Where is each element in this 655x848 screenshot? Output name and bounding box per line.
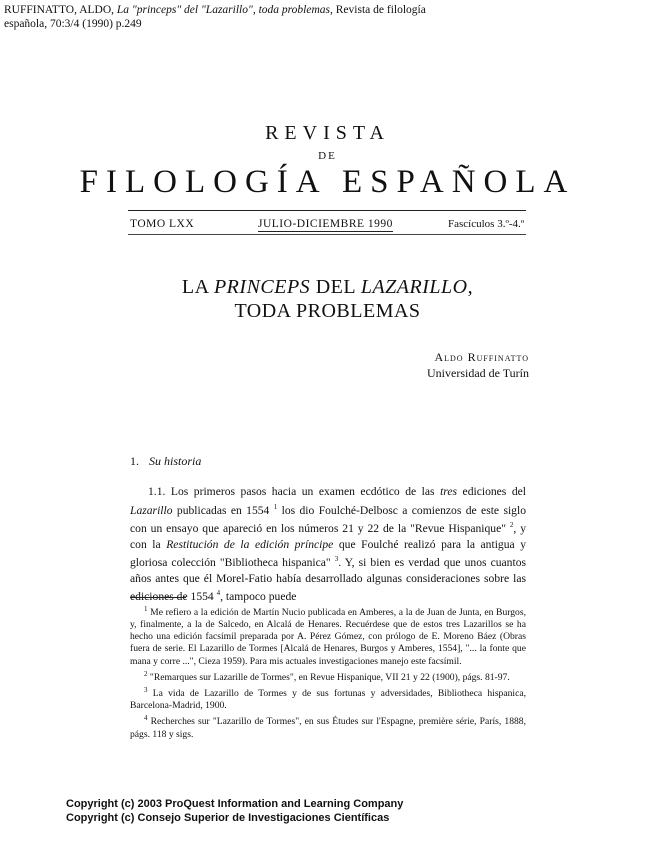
masthead-issue: Fascículos 3.º-4.º [448,218,525,230]
footnote-number: 2 [144,669,148,678]
footnote-ref: 3 [334,555,339,564]
citation-source: , Revista de filología [330,4,426,16]
title-part: DEL [310,276,361,298]
section-title: Su historia [149,454,202,468]
body-text: , tampoco puede [220,590,297,603]
footnote-number: 3 [144,685,148,694]
footnote-text: Recherches sur "Lazarillo de Tormes", en sus Études sur l'Espagne, première série, París, 1888, págs. 118 y sigs. [130,716,526,740]
author-name-text: Aldo Ruffinatto [434,350,529,364]
title-part: , [467,276,474,298]
masthead-rule-bottom [128,234,526,235]
citation-title: La "princeps" del "Lazarillo", toda problemas [116,4,331,16]
body-text-italic: Restitución de la edición príncipe [166,537,334,551]
journal-revista: REVISTA [265,122,390,144]
title-part-italic: PRINCEPS [213,276,311,298]
article-title-line1 [0,276,655,299]
footnote-number: 4 [144,714,148,723]
body-text: ediciones del [457,485,526,498]
copyright-line-2: Copyright (c) Consejo Superior de Investigaciones Científicas [66,812,390,824]
body-text: . Y, si bien es verdad que unos cuantos años antes que él Morel-Fatio había desarrollado algunas consideraciones sobre las ediciones de 1554 [130,555,526,603]
masthead-date: JULIO-DICIEMBRE 1990 [258,218,393,230]
footnote-ref: 2 [509,521,514,530]
title-part-italic: LAZARILLO [360,276,468,298]
title-part: LA [181,276,214,298]
footnote-rule [130,597,186,598]
body-text: , y con la [130,521,527,551]
author-affiliation: Universidad de Turín [427,366,529,380]
body-paragraph [130,484,526,605]
footnote-ref: 4 [216,589,221,598]
journal-de: DE [318,150,337,162]
section-heading [130,454,201,469]
citation-header [4,3,524,31]
citation-volume: española, 70:3/4 (1990) p.249 [4,18,142,30]
copyright-line-1: Copyright (c) 2003 ProQuest Information and Learning Company [66,798,404,810]
footnote-ref: 1 [273,502,278,511]
masthead-rule-top [128,210,526,211]
body-text: los dio Foulché-Delbosc a comienzos de este siglo con un ensayo que apareció en los números 21 y 22 de la "Revue Hispanique" [130,503,526,535]
footnote-text: La vida de Lazarillo de Tormes y de sus fortunas y adversidades, Bibliotheca hispanica, Barcelona-Madrid, 1900. [130,688,526,712]
footnote-number: 1 [144,605,148,613]
footnote-text: "Remarques sur Lazarille de Tormes", en Revue Hispanique, VII 21 y 22 (1900), págs. 81-97. [149,671,510,683]
footnote-4 [130,712,526,740]
body-text-italic: tres [440,485,458,498]
citation-author: RUFFINATTO, ALDO, [4,4,115,16]
section-number: 1. [130,454,139,468]
journal-name: FILOLOGÍA ESPAÑOLA [79,164,576,200]
body-text: que Foulché realizó para la antigua y gloriosa colección "Bibliotheca hispanica" [130,537,527,569]
copyright-notice [66,797,403,825]
body-text-italic: Lazarillo [130,503,173,517]
footnote-2 [130,668,526,684]
body-text: 1.1. Los primeros pasos hacia un examen ecdótico de las [148,485,441,498]
body-text: publicadas en 1554 [172,503,274,517]
article-title-line2: TODA PROBLEMAS [234,300,421,322]
footnote-3 [130,684,526,712]
footnote-1 [130,603,526,668]
footnotes [130,603,526,741]
author-name [434,350,529,365]
masthead-volume: TOMO LXX [130,218,195,230]
footnote-text: Me refiero a la edición de Martín Nucio publicada en Amberes, a la de Juan de Junta, en Burgos, y, finalmente, a la de Salcedo, en Alcalá de Henares. Recuérdese que de estos tres Lazarillos se ha hecho una edición facsímil preparada por A. Pérez Gómez, con prólogo de E. Moreno Báez (Obras fuera de serie. El Lazarillo de Tormes [Alcalá de Henares, Burgos y Amberes, 1554], "... la fonte que mana y corre ...", Cieza 1959). Para mis actuales investigaciones manejo este facsímil. [130,607,526,667]
